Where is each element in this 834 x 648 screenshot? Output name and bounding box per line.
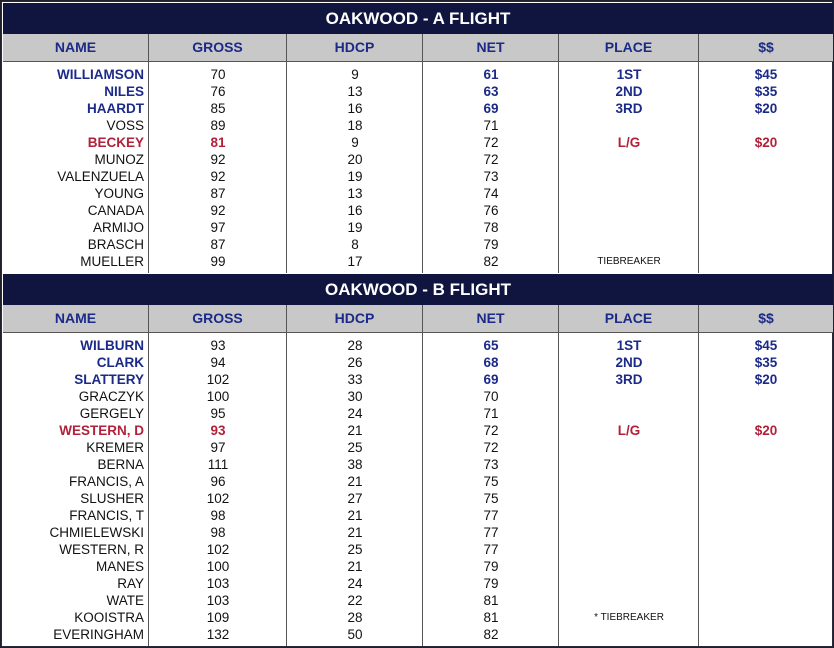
money-cell: $20 xyxy=(754,135,778,150)
money-cell xyxy=(699,219,833,236)
name-cell: KREMER xyxy=(86,440,144,455)
name-cell: FRANCIS, A xyxy=(68,474,144,489)
money-cell: $35 xyxy=(754,355,778,370)
hdcp-cell: 26 xyxy=(347,355,363,370)
name-cell: RAY xyxy=(117,576,144,591)
place-cell xyxy=(559,388,699,405)
hdcp-cell: 21 xyxy=(347,559,363,574)
gross-cell: 98 xyxy=(210,508,226,523)
hdcp-cell: 21 xyxy=(347,525,363,540)
place-cell xyxy=(559,117,699,134)
gross-cell: 103 xyxy=(206,593,230,608)
gross-cell: 95 xyxy=(210,406,226,421)
hdcp-cell: 50 xyxy=(347,627,363,642)
name-cell: HAARDT xyxy=(87,101,144,116)
net-cell: 68 xyxy=(483,355,499,370)
flight-a-title: OAKWOOD - A FLIGHT xyxy=(3,3,833,34)
header-gross: GROSS xyxy=(149,305,287,332)
net-cell: 72 xyxy=(483,135,499,150)
net-cell: 63 xyxy=(483,84,499,99)
gross-cell: 100 xyxy=(206,559,230,574)
net-cell: 75 xyxy=(483,474,499,489)
hdcp-cell: 13 xyxy=(347,186,363,201)
money-cell xyxy=(699,575,833,592)
name-cell: GRACZYK xyxy=(78,389,144,404)
gross-cell: 132 xyxy=(206,627,230,642)
hdcp-cell: 21 xyxy=(347,423,363,438)
name-cell: WESTERN, R xyxy=(59,542,144,557)
place-cell: TIEBREAKER xyxy=(597,256,661,267)
flight-b-section xyxy=(3,274,833,646)
column-gross xyxy=(149,333,287,646)
header-place: PLACE xyxy=(559,34,699,61)
hdcp-cell: 24 xyxy=(347,406,363,421)
column-hdcp xyxy=(287,62,423,273)
place-cell xyxy=(559,236,699,253)
net-cell: 72 xyxy=(483,152,499,167)
name-cell: WESTERN, D xyxy=(59,423,144,438)
header-hdcp: HDCP xyxy=(287,305,423,332)
column-name xyxy=(3,333,149,646)
gross-cell: 92 xyxy=(210,152,226,167)
money-cell xyxy=(699,253,833,270)
flight-a-table-body xyxy=(3,62,833,273)
money-cell xyxy=(699,202,833,219)
net-cell: 78 xyxy=(483,220,499,235)
money-cell xyxy=(699,524,833,541)
column-net xyxy=(423,333,559,646)
hdcp-cell: 21 xyxy=(347,508,363,523)
name-cell: VOSS xyxy=(106,118,144,133)
name-cell: CANADA xyxy=(87,203,144,218)
header-net: NET xyxy=(423,305,559,332)
hdcp-cell: 27 xyxy=(347,491,363,506)
header-place: PLACE xyxy=(559,305,699,332)
place-cell: 2ND xyxy=(615,84,643,99)
money-cell xyxy=(699,439,833,456)
money-cell xyxy=(699,151,833,168)
place-cell xyxy=(559,592,699,609)
gross-cell: 94 xyxy=(210,355,226,370)
money-cell xyxy=(699,626,833,643)
money-cell xyxy=(699,168,833,185)
flight-a-header-row xyxy=(3,34,833,62)
hdcp-cell: 19 xyxy=(347,220,363,235)
name-cell: WILLIAMSON xyxy=(57,67,144,82)
place-cell xyxy=(559,185,699,202)
money-cell xyxy=(699,185,833,202)
name-cell: YOUNG xyxy=(94,186,144,201)
place-cell xyxy=(559,151,699,168)
gross-cell: 97 xyxy=(210,440,226,455)
name-cell: WILBURN xyxy=(80,338,144,353)
name-cell: NILES xyxy=(104,84,144,99)
money-cell: $35 xyxy=(754,84,778,99)
hdcp-cell: 13 xyxy=(347,84,363,99)
place-cell xyxy=(559,202,699,219)
name-cell: KOOISTRA xyxy=(74,610,144,625)
money-cell xyxy=(699,507,833,524)
column-place xyxy=(559,62,699,273)
place-cell: 3RD xyxy=(615,101,643,116)
column-gross xyxy=(149,62,287,273)
net-cell: 79 xyxy=(483,559,499,574)
header-name: NAME xyxy=(3,305,149,332)
place-cell: * TIEBREAKER xyxy=(594,612,664,623)
hdcp-cell: 25 xyxy=(347,440,363,455)
place-cell xyxy=(559,219,699,236)
money-cell xyxy=(699,388,833,405)
money-cell xyxy=(699,609,833,626)
header-net: NET xyxy=(423,34,559,61)
money-cell xyxy=(699,541,833,558)
place-cell xyxy=(559,405,699,422)
money-cell xyxy=(699,456,833,473)
gross-cell: 97 xyxy=(210,220,226,235)
name-cell: ARMIJO xyxy=(92,220,144,235)
money-cell: $45 xyxy=(754,67,778,82)
place-cell xyxy=(559,490,699,507)
hdcp-cell: 21 xyxy=(347,474,363,489)
net-cell: 71 xyxy=(483,406,499,421)
money-cell: $20 xyxy=(754,372,778,387)
gross-cell: 85 xyxy=(210,101,226,116)
net-cell: 81 xyxy=(483,610,499,625)
header-name: NAME xyxy=(3,34,149,61)
hdcp-cell: 16 xyxy=(347,203,363,218)
flight-b-title: OAKWOOD - B FLIGHT xyxy=(3,274,833,305)
hdcp-cell: 24 xyxy=(347,576,363,591)
net-cell: 81 xyxy=(483,593,499,608)
net-cell: 82 xyxy=(483,627,499,642)
column-net xyxy=(423,62,559,273)
name-cell: MUNOZ xyxy=(94,152,144,167)
flight-a-section xyxy=(3,3,833,273)
column-place xyxy=(559,333,699,646)
name-cell: SLUSHER xyxy=(80,491,144,506)
money-cell: $45 xyxy=(754,338,778,353)
gross-cell: 102 xyxy=(206,542,230,557)
net-cell: 79 xyxy=(483,237,499,252)
money-cell xyxy=(699,473,833,490)
place-cell xyxy=(559,575,699,592)
flight-b-header-row xyxy=(3,305,833,333)
name-cell: MANES xyxy=(95,559,144,574)
gross-cell: 93 xyxy=(210,338,226,353)
net-cell: 75 xyxy=(483,491,499,506)
place-cell: 3RD xyxy=(615,372,643,387)
results-sheet xyxy=(1,1,833,647)
hdcp-cell: 9 xyxy=(351,135,359,150)
gross-cell: 102 xyxy=(206,491,230,506)
hdcp-cell: 20 xyxy=(347,152,363,167)
hdcp-cell: 16 xyxy=(347,101,363,116)
hdcp-cell: 33 xyxy=(347,372,363,387)
hdcp-cell: 22 xyxy=(347,593,363,608)
gross-cell: 87 xyxy=(210,186,226,201)
net-cell: 79 xyxy=(483,576,499,591)
gross-cell: 81 xyxy=(210,135,226,150)
net-cell: 65 xyxy=(483,338,499,353)
name-cell: CHMIELEWSKI xyxy=(49,525,144,540)
gross-cell: 99 xyxy=(210,254,226,269)
place-cell xyxy=(559,558,699,575)
column-name xyxy=(3,62,149,273)
name-cell: MUELLER xyxy=(80,254,144,269)
gross-cell: 76 xyxy=(210,84,226,99)
hdcp-cell: 18 xyxy=(347,118,363,133)
hdcp-cell: 38 xyxy=(347,457,363,472)
place-cell xyxy=(559,456,699,473)
net-cell: 77 xyxy=(483,525,499,540)
hdcp-cell: 28 xyxy=(347,610,363,625)
flight-b-table-body xyxy=(3,333,833,646)
hdcp-cell: 9 xyxy=(351,67,359,82)
money-cell xyxy=(699,236,833,253)
net-cell: 82 xyxy=(483,254,499,269)
net-cell: 77 xyxy=(483,508,499,523)
money-cell xyxy=(699,490,833,507)
net-cell: 70 xyxy=(483,389,499,404)
header-gross: GROSS xyxy=(149,34,287,61)
net-cell: 76 xyxy=(483,203,499,218)
header-money: $$ xyxy=(758,310,774,326)
name-cell: BERNA xyxy=(97,457,144,472)
net-cell: 69 xyxy=(483,372,499,387)
place-cell xyxy=(559,507,699,524)
money-cell xyxy=(699,117,833,134)
place-cell: 2ND xyxy=(615,355,643,370)
hdcp-cell: 19 xyxy=(347,169,363,184)
net-cell: 72 xyxy=(483,440,499,455)
net-cell: 74 xyxy=(483,186,499,201)
name-cell: GERGELY xyxy=(79,406,144,421)
hdcp-cell: 17 xyxy=(347,254,363,269)
gross-cell: 96 xyxy=(210,474,226,489)
gross-cell: 109 xyxy=(206,610,230,625)
place-cell xyxy=(559,439,699,456)
net-cell: 61 xyxy=(483,67,499,82)
hdcp-cell: 25 xyxy=(347,542,363,557)
money-cell: $20 xyxy=(754,101,778,116)
gross-cell: 111 xyxy=(207,457,229,472)
gross-cell: 92 xyxy=(210,169,226,184)
place-cell xyxy=(559,626,699,643)
net-cell: 71 xyxy=(483,118,499,133)
name-cell: FRANCIS, T xyxy=(69,508,144,523)
place-cell xyxy=(559,541,699,558)
name-cell: BRASCH xyxy=(87,237,144,252)
gross-cell: 93 xyxy=(210,423,226,438)
place-cell xyxy=(559,524,699,541)
hdcp-cell: 30 xyxy=(347,389,363,404)
place-cell: L/G xyxy=(617,423,641,438)
money-cell xyxy=(699,592,833,609)
place-cell: 1ST xyxy=(616,338,642,353)
money-cell xyxy=(699,558,833,575)
net-cell: 73 xyxy=(483,457,499,472)
place-cell xyxy=(559,473,699,490)
gross-cell: 92 xyxy=(210,203,226,218)
net-cell: 73 xyxy=(483,169,499,184)
net-cell: 77 xyxy=(483,542,499,557)
name-cell: EVERINGHAM xyxy=(53,627,144,642)
money-cell xyxy=(699,405,833,422)
name-cell: SLATTERY xyxy=(74,372,144,387)
header-money: $$ xyxy=(758,39,774,55)
name-cell: BECKEY xyxy=(87,135,144,150)
place-cell xyxy=(559,168,699,185)
money-cell: $20 xyxy=(754,423,778,438)
name-cell: VALENZUELA xyxy=(57,169,144,184)
gross-cell: 70 xyxy=(210,67,226,82)
header-hdcp: HDCP xyxy=(287,34,423,61)
net-cell: 72 xyxy=(483,423,499,438)
gross-cell: 98 xyxy=(210,525,226,540)
gross-cell: 100 xyxy=(206,389,230,404)
hdcp-cell: 28 xyxy=(347,338,363,353)
gross-cell: 103 xyxy=(206,576,230,591)
column-money xyxy=(699,62,833,273)
gross-cell: 89 xyxy=(210,118,226,133)
net-cell: 69 xyxy=(483,101,499,116)
column-money xyxy=(699,333,833,646)
name-cell: WATE xyxy=(106,593,144,608)
name-cell: CLARK xyxy=(96,355,144,370)
hdcp-cell: 8 xyxy=(351,237,359,252)
place-cell: 1ST xyxy=(616,67,642,82)
gross-cell: 87 xyxy=(210,237,226,252)
place-cell: L/G xyxy=(617,135,641,150)
gross-cell: 102 xyxy=(206,372,230,387)
column-hdcp xyxy=(287,333,423,646)
